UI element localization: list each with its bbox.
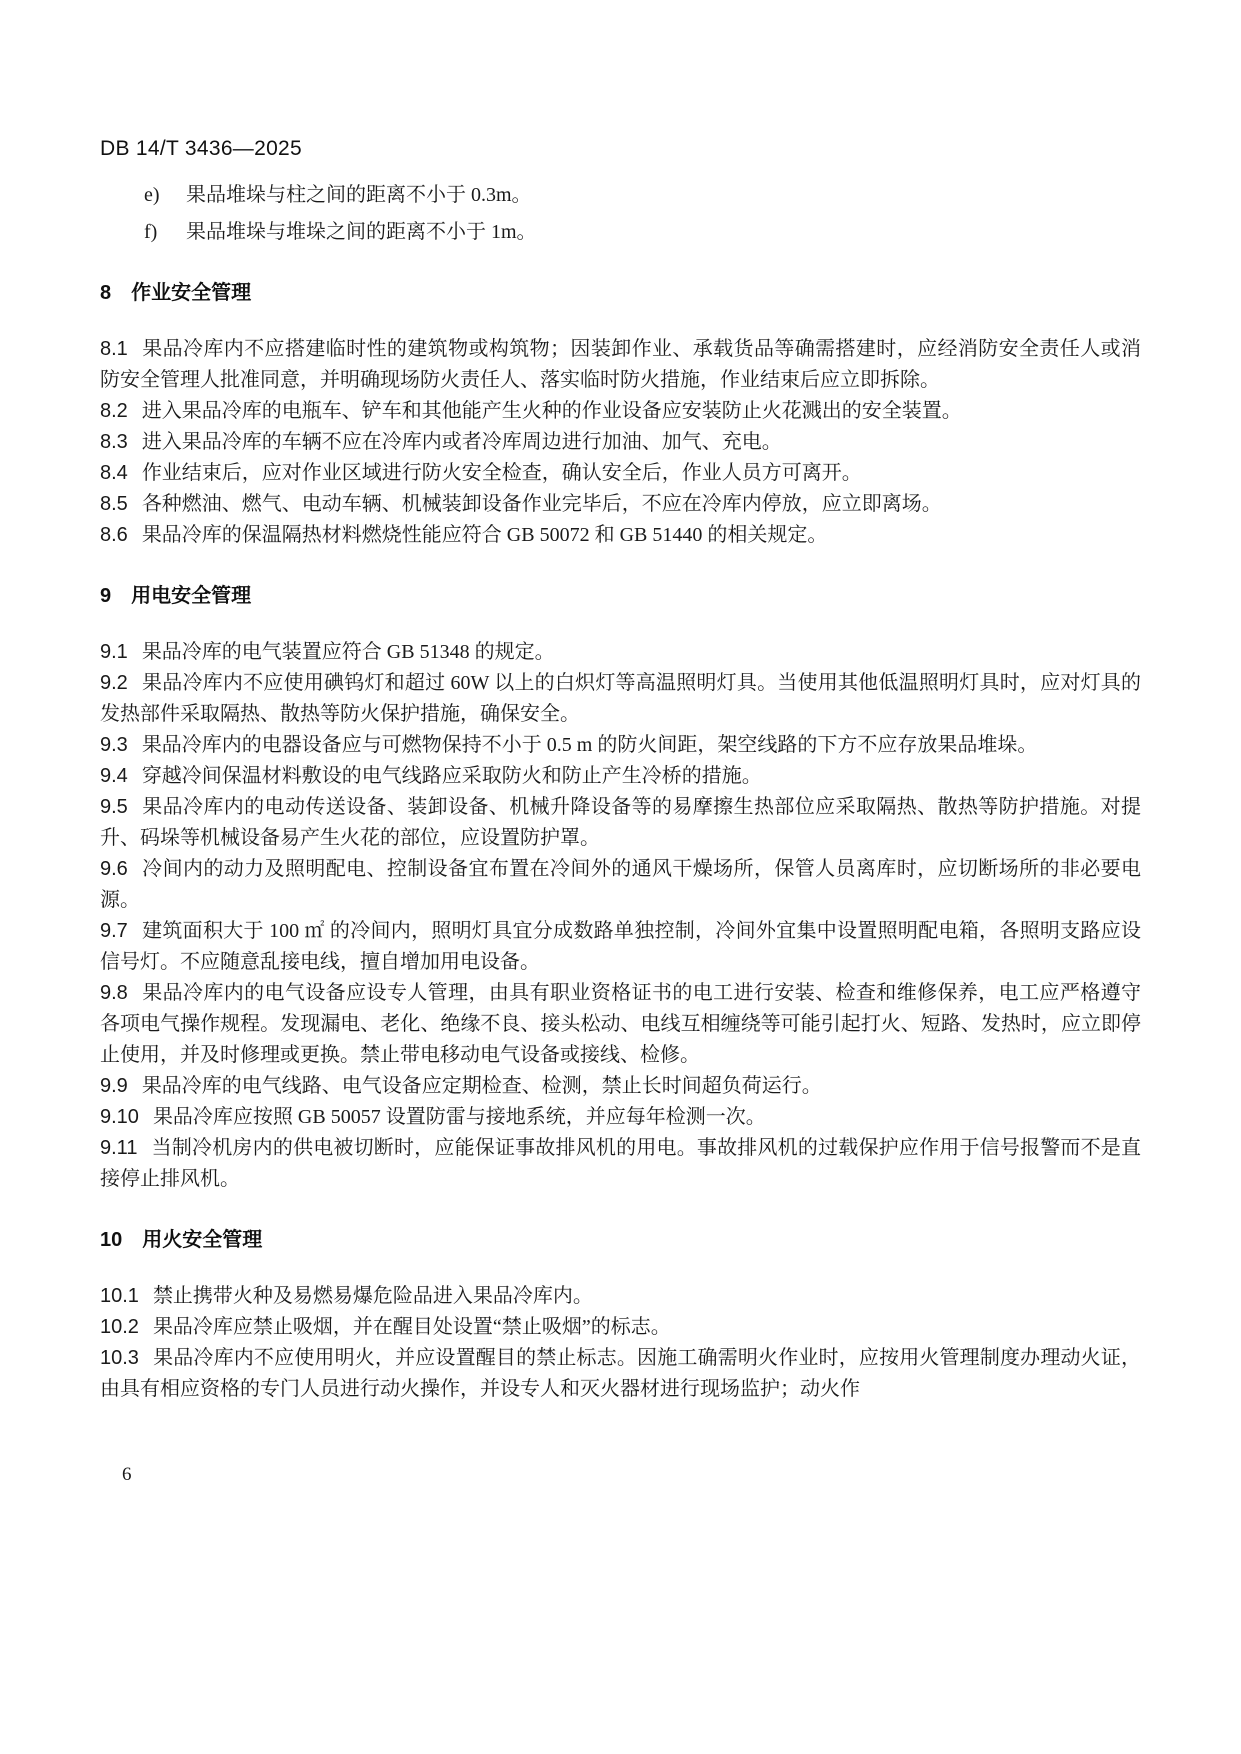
clause-number: 8.3 bbox=[100, 431, 128, 453]
clause-text: 建筑面积大于 100 ㎡ 的冷间内，照明灯具宜分成数路单独控制，冷间外宜集中设置照明配电箱，各照明支路应设信号灯。不应随意乱接电线，擅自增加用电设备。 bbox=[100, 920, 1141, 973]
clause-text: 冷间内的动力及照明配电、控制设备宜布置在冷间外的通风干燥场所，保管人员离库时，应切断场所的非必要电源。 bbox=[100, 858, 1141, 911]
list-item-marker: f) bbox=[144, 221, 158, 243]
list-item-text: 果品堆垛与堆垛之间的距离不小于 1m。 bbox=[186, 221, 537, 243]
clause-text: 果品冷库内不应使用明火，并应设置醒目的禁止标志。因施工确需明火作业时，应按用火管理制度办理动火证，由具有相应资格的专门人员进行动火操作，并设专人和灭火器材进行现场监护；动火作 bbox=[100, 1347, 1141, 1400]
clause-text: 穿越冷间保温材料敷设的电气线路应采取防火和防止产生冷桥的措施。 bbox=[141, 765, 762, 787]
section-number: 9 bbox=[100, 585, 112, 607]
list-item bbox=[144, 217, 1141, 248]
clause-number: 9.11 bbox=[100, 1137, 138, 1159]
section-heading bbox=[100, 583, 1141, 609]
section-heading bbox=[100, 280, 1141, 306]
clause-text: 果品冷库内的电气设备应设专人管理，由具有职业资格证书的电工进行安装、检查和维修保养，电工应严格遵守各项电气操作规程。发现漏电、老化、绝缘不良、接头松动、电线互相缠绕等可能引起打火、短路、发热时，应立即停止使用，并及时修理或更换。禁止带电移动电气设备或接线、检修。 bbox=[100, 982, 1141, 1066]
clause-number: 9.9 bbox=[100, 1075, 128, 1097]
clause-number: 9.1 bbox=[100, 641, 128, 663]
clause-number: 10.2 bbox=[100, 1316, 139, 1338]
sub-list bbox=[100, 180, 1141, 248]
clause-number: 8.2 bbox=[100, 400, 128, 422]
clause-text: 作业结束后，应对作业区域进行防火安全检查，确认安全后，作业人员方可离开。 bbox=[141, 462, 862, 484]
clause-number: 9.3 bbox=[100, 734, 128, 756]
clause-number: 9.4 bbox=[100, 765, 128, 787]
clause-number: 8.4 bbox=[100, 462, 128, 484]
clause-text: 果品冷库内不应使用碘钨灯和超过 60W 以上的白炽灯等高温照明灯具。当使用其他低温照明灯具时，应对灯具的发热部件采取隔热、散热等防火保护措施，确保安全。 bbox=[100, 672, 1141, 725]
clause-text: 各种燃油、燃气、电动车辆、机械装卸设备作业完毕后，不应在冷库内停放，应立即离场。 bbox=[141, 493, 942, 515]
section-title: 用电安全管理 bbox=[131, 585, 252, 607]
clause bbox=[100, 458, 1141, 489]
clause bbox=[100, 1071, 1141, 1102]
clause-text: 果品冷库应按照 GB 50057 设置防雷与接地系统，并应每年检测一次。 bbox=[152, 1106, 766, 1128]
clause-text: 果品冷库应禁止吸烟，并在醒目处设置“禁止吸烟”的标志。 bbox=[152, 1316, 671, 1338]
clause-number: 8.6 bbox=[100, 524, 128, 546]
section-title: 作业安全管理 bbox=[131, 282, 252, 304]
section-heading bbox=[100, 1227, 1141, 1253]
clause-text: 进入果品冷库的电瓶车、铲车和其他能产生火种的作业设备应安装防止火花溅出的安全装置。 bbox=[141, 400, 962, 422]
clause bbox=[100, 1102, 1141, 1133]
clause-text: 当制冷机房内的供电被切断时，应能保证事故排风机的用电。事故排风机的过载保护应作用于信号报警而不是直接停止排风机。 bbox=[100, 1137, 1141, 1190]
clause-number: 9.2 bbox=[100, 672, 128, 694]
clause bbox=[100, 427, 1141, 458]
clause bbox=[100, 1312, 1141, 1343]
clause bbox=[100, 761, 1141, 792]
clause bbox=[100, 489, 1141, 520]
clause-text: 进入果品冷库的车辆不应在冷库内或者冷库周边进行加油、加气、充电。 bbox=[141, 431, 782, 453]
clause-text: 果品冷库内的电动传送设备、装卸设备、机械升降设备等的易摩擦生热部位应采取隔热、散热等防护措施。对提升、码垛等机械设备易产生火花的部位，应设置防护罩。 bbox=[100, 796, 1141, 849]
clause-number: 10.3 bbox=[100, 1347, 139, 1369]
clause bbox=[100, 978, 1141, 1071]
clause-number: 9.6 bbox=[100, 858, 128, 880]
clause bbox=[100, 520, 1141, 551]
section-title: 用火安全管理 bbox=[142, 1229, 263, 1251]
clause bbox=[100, 730, 1141, 761]
clause-number: 10.1 bbox=[100, 1285, 139, 1307]
section-9 bbox=[100, 583, 1141, 1195]
clause-text: 果品冷库的电气装置应符合 GB 51348 的规定。 bbox=[141, 641, 555, 663]
clause-number: 9.10 bbox=[100, 1106, 139, 1128]
clause bbox=[100, 668, 1141, 730]
standard-number-header: DB 14/T 3436—2025 bbox=[100, 137, 303, 160]
list-item-text: 果品堆垛与柱之间的距离不小于 0.3m。 bbox=[186, 184, 532, 206]
section-10 bbox=[100, 1227, 1141, 1405]
clause-text: 果品冷库内不应搭建临时性的建筑物或构筑物；因装卸作业、承载货品等确需搭建时，应经消防安全责任人或消防安全管理人批准同意，并明确现场防火责任人、落实临时防火措施，作业结束后应立即拆除。 bbox=[100, 338, 1141, 391]
clause-text: 禁止携带火种及易燃易爆危险品进入果品冷库内。 bbox=[152, 1285, 593, 1307]
section-8 bbox=[100, 280, 1141, 551]
clause-number: 9.8 bbox=[100, 982, 128, 1004]
clause-text: 果品冷库内的电器设备应与可燃物保持不小于 0.5 m 的防火间距，架空线路的下方不应存放果品堆垛。 bbox=[141, 734, 1038, 756]
clause-text: 果品冷库的电气线路、电气设备应定期检查、检测，禁止长时间超负荷运行。 bbox=[141, 1075, 822, 1097]
clause bbox=[100, 916, 1141, 978]
clause-number: 9.7 bbox=[100, 920, 128, 942]
clause-text: 果品冷库的保温隔热材料燃烧性能应符合 GB 50072 和 GB 51440 的相关规定。 bbox=[141, 524, 828, 546]
clause-number: 8.5 bbox=[100, 493, 128, 515]
clause bbox=[100, 334, 1141, 396]
section-number: 8 bbox=[100, 282, 112, 304]
list-item bbox=[144, 180, 1141, 211]
clause bbox=[100, 637, 1141, 668]
clause bbox=[100, 1343, 1141, 1405]
clause bbox=[100, 854, 1141, 916]
clause-number: 8.1 bbox=[100, 338, 128, 360]
clause bbox=[100, 792, 1141, 854]
clause bbox=[100, 1281, 1141, 1312]
clause bbox=[100, 1133, 1141, 1195]
clause-number: 9.5 bbox=[100, 796, 128, 818]
page-number: 6 bbox=[122, 1464, 132, 1485]
list-item-marker: e) bbox=[144, 184, 160, 206]
section-number: 10 bbox=[100, 1229, 123, 1251]
clause bbox=[100, 396, 1141, 427]
